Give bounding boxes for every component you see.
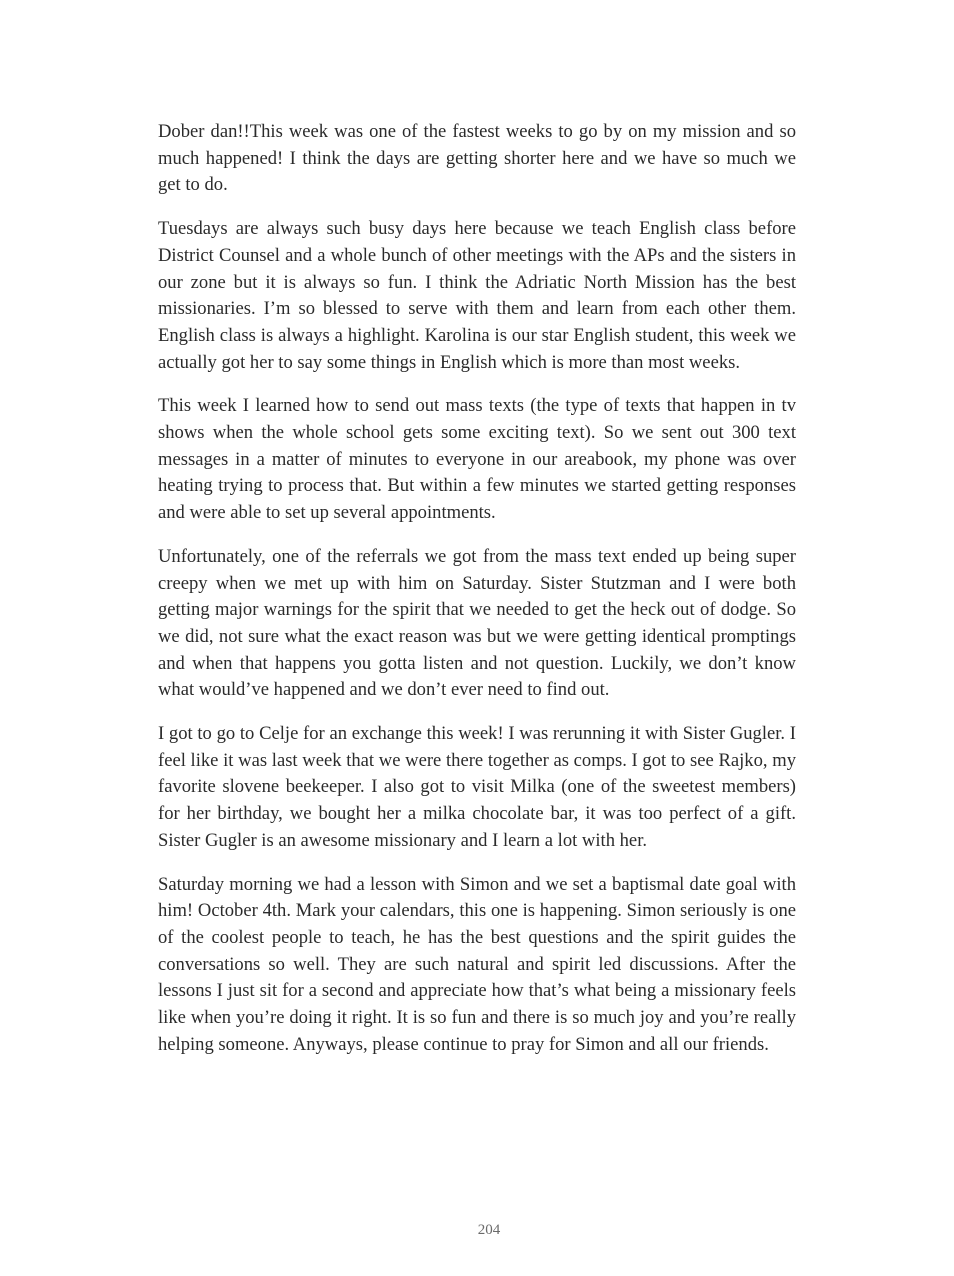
paragraph-2: Tuesdays are always such busy days here because we teach English class before District Counsel and a whole bunch of other meetings with the APs and the sisters in our zone but it is always so fun. I think the Adriatic North Mission has the best missionaries. I’m so blessed to serve with them and learn from each other them. English class is always a highlight. Karolina is our star English student, this week we actually got her to say some things in English which is more than most weeks.: [158, 218, 796, 373]
paragraph-1: Dober dan!!This week was one of the fastest weeks to go by on my mission and so much happened! I think the days are getting shorter here and we have so much we get to do.: [158, 121, 796, 196]
paragraph-5: I got to go to Celje for an exchange this week! I was rerunning it with Sister Gugler. I feel like it was last week that we were there together as comps. I got to see Rajko, my favorite slovene beekeeper. I also got to visit Milka (one of the sweetest members) for her birthday, we bought her a milka chocolate bar, it was too perfect of a gift. Sister Gugler is an awesome missionary and I learn a lot with her.: [158, 723, 796, 851]
paragraph-4: Unfortunately, one of the referrals we got from the mass text ended up being super creepy when we met up with him on Saturday. Sister Stutzman and I were both getting major warnings for the spirit that we needed to get the heck out of dodge. So we did, not sure what the exact reason was but we were getting identical promptings and when that happens you gotta listen and not question. Luckily, we don’t know what would’ve happened and we don’t ever need to find out.: [158, 545, 796, 701]
paragraph-3: This week I learned how to send out mass texts (the type of texts that happen in tv shows when the whole school gets some exciting text). So we sent out 300 text messages in a matter of minutes to everyone in our areabook, my phone was over heating trying to process that. But within a few minutes we started getting responses and were able to set up several appointments.: [158, 395, 796, 524]
page-number: 204: [477, 1222, 501, 1238]
paragraph-6: Saturday morning we had a lesson with Simon and we set a baptismal date goal with him! October 4th. Mark your calendars, this one is happening. Simon seriously is one of the coolest people to teach, he has the best questions and the spirit guides the conversations so well. They are such natural and spirit led discussions. After the lessons I just sit for a second and appreciate how that’s what being a missionary feels like when you’re doing it right. It is so fun and there is so much joy and you’re really helping someone. Anyways, please continue to pray for Simon and all our friends.: [158, 873, 796, 1055]
body-text: [158, 119, 796, 1076]
